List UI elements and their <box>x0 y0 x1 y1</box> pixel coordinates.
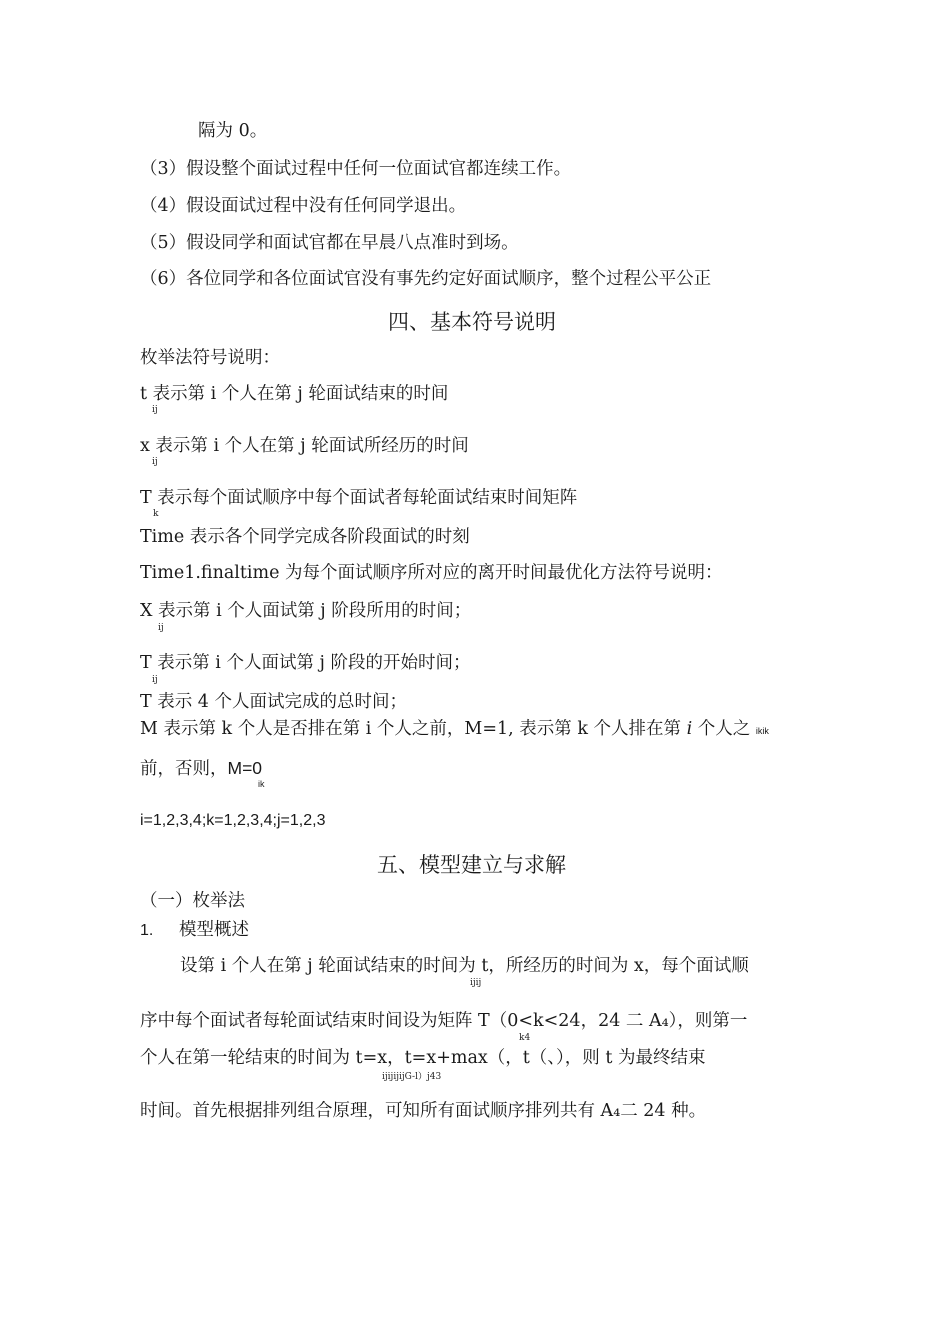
symbol-T-total: T 表示 4 个人面试完成的总时间； <box>140 692 407 712</box>
symbol-time1: Time1.finaltime 为每个面试顺序所对应的离开时间最优化方法符号说明： <box>140 563 723 583</box>
model-overview-title: 模型概述 <box>179 920 249 940</box>
symbol-M-continued <box>140 757 262 780</box>
subsection-enum: （一）枚举法 <box>140 891 245 911</box>
symbol-X: X 表示第 i 个人面试第 j 阶段所用的时间； <box>140 601 472 621</box>
list-number: 1. <box>140 922 154 939</box>
M-zero: M=0 <box>227 758 263 778</box>
assumption-3: （3）假设整个面试过程中任何一位面试官都连续工作。 <box>140 159 572 179</box>
assumption-5: （5）假设同学和面试官都在早晨八点准时到场。 <box>140 233 519 253</box>
section-heading-4: 四、基本符号说明 <box>388 310 556 334</box>
symbol-t-subscript: ij <box>152 405 158 415</box>
otherwise-text: 前，否则， <box>140 759 228 779</box>
paragraph-line-4: 时间。首先根据排列组合原理，可知所有面试顺序排列共有 A₄二 24 种。 <box>140 1101 707 1121</box>
index-range: i=1,2,3,4;k=1,2,3,4;j=1,2,3 <box>140 812 326 829</box>
symbol-T-subscript: k <box>153 509 159 519</box>
symbol-Tij: T 表示第 i 个人面试第 j 阶段的开始时间； <box>140 653 471 673</box>
enum-symbol-heading: 枚举法符号说明： <box>140 348 280 368</box>
symbol-M <box>140 718 769 742</box>
symbol-M-text: M 表示第 k 个人是否排在第 i 个人之前，M=1, 表示第 k 个人排在第 <box>140 719 687 739</box>
symbol-M-text-end: 个人之 <box>692 719 756 739</box>
symbol-M-italic-i: i <box>686 719 693 739</box>
section-heading-5: 五、模型建立与求解 <box>377 853 566 877</box>
paragraph-line-2: 序中每个面试者每轮面试结束时间设为矩阵 T（0<k<24，24 二 A₄），则第一 <box>140 1011 748 1031</box>
symbol-x-subscript: ij <box>152 457 158 467</box>
paragraph-line-3: 个人在第一轮结束的时间为 t=x，t=x+max（，t（、），则 t 为最终结束 <box>140 1048 706 1068</box>
assumption-6: （6）各位同学和各位面试官没有事先约定好面试顺序，整个过程公平公正 <box>140 269 712 289</box>
symbol-x: x 表示第 i 个人在第 j 轮面试所经历的时间 <box>140 436 469 456</box>
M-zero-subscript: ik <box>258 779 265 789</box>
paragraph-line-3-subscripts: ijijijijG-l）j43 <box>382 1072 442 1082</box>
symbol-time: Time 表示各个同学完成各阶段面试的时刻 <box>140 527 470 547</box>
paragraph-line-2-subscript: k4 <box>519 1033 531 1043</box>
symbol-X-subscript: ij <box>158 623 164 633</box>
text-line: 隔为 0。 <box>198 121 268 141</box>
paragraph-line-1-subscripts: ijij <box>470 978 482 988</box>
assumption-4: （4）假设面试过程中没有任何同学退出。 <box>140 196 467 216</box>
symbol-Tij-subscript: ij <box>152 675 158 685</box>
symbol-t: t 表示第 i 个人在第 j 轮面试结束的时间 <box>140 384 449 404</box>
paragraph-line-1: 设第 i 个人在第 j 轮面试结束的时间为 t，所经历的时间为 x，每个面试顺 <box>180 956 749 976</box>
symbol-T: T 表示每个面试顺序中每个面试者每轮面试结束时间矩阵 <box>140 488 578 508</box>
symbol-M-subscripts: ikik <box>755 726 769 736</box>
